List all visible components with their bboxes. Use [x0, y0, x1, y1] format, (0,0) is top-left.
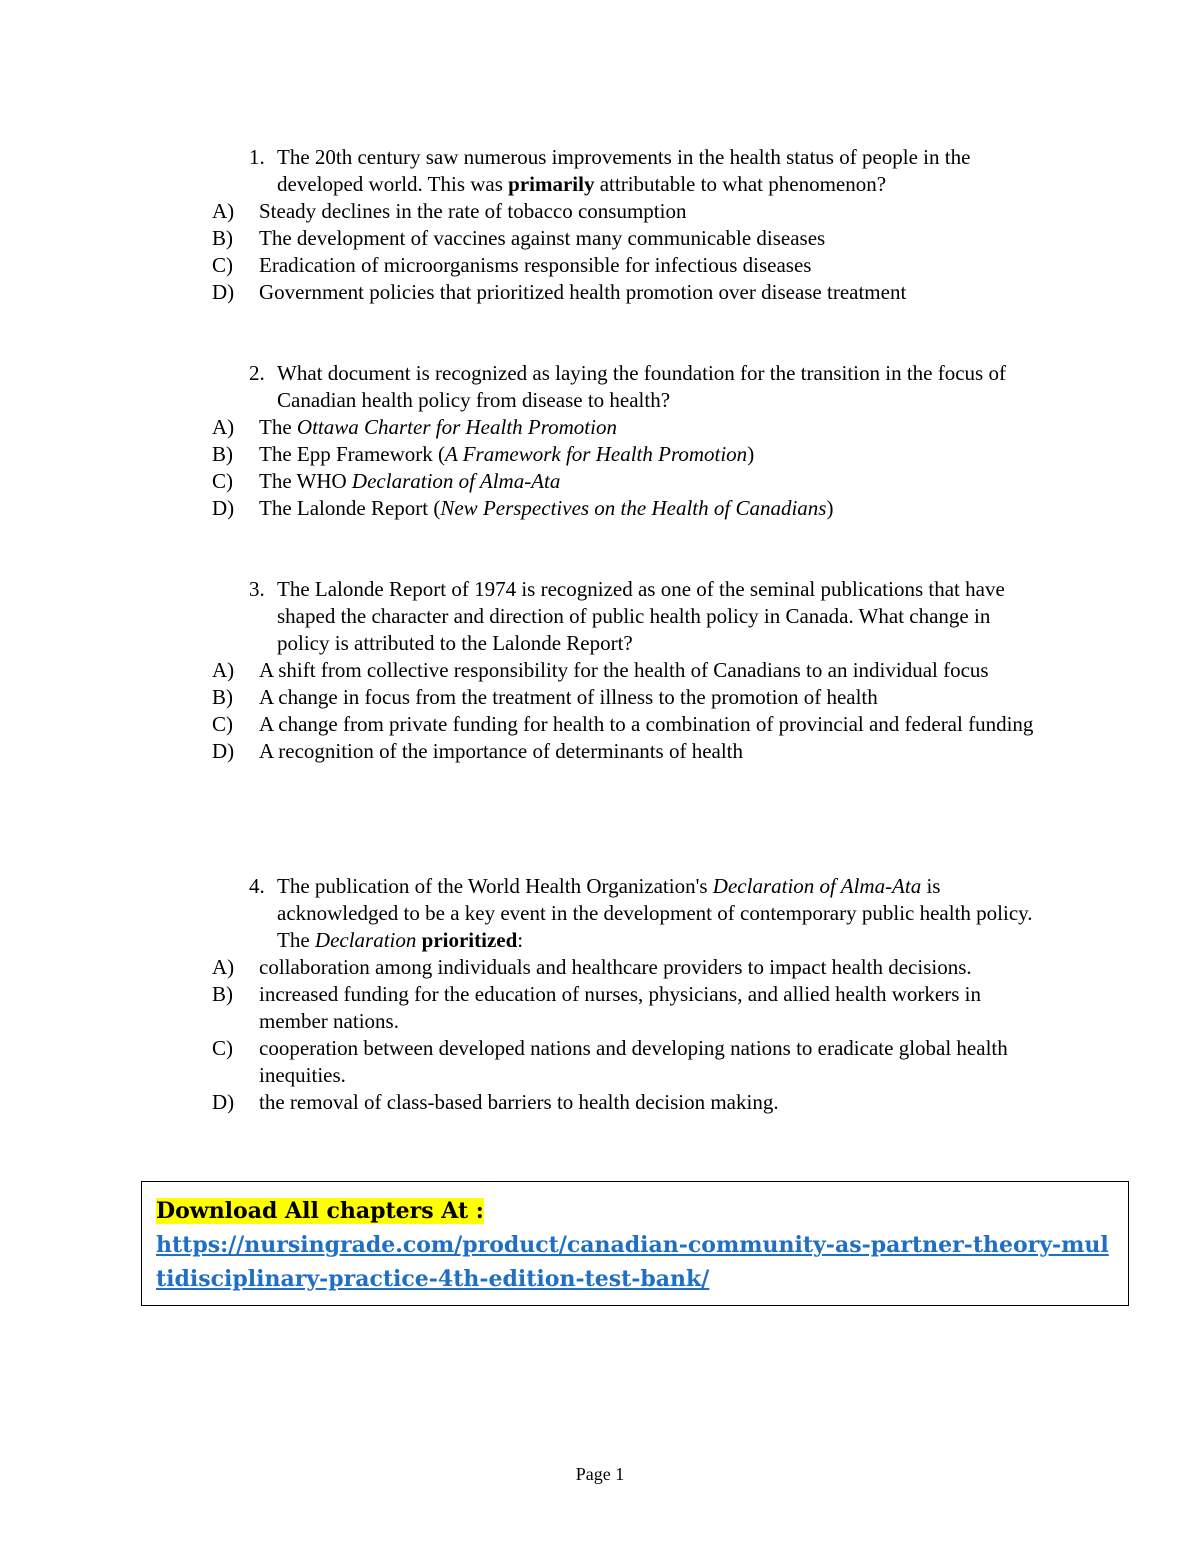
option-text: A change from private funding for health to a combination of provincial and federal funding — [259, 712, 1034, 736]
question-3 — [0, 576, 1200, 765]
option-text: The — [259, 415, 297, 439]
question-text: The publication of the World Health Organization's — [277, 874, 713, 898]
answer-option — [0, 468, 1049, 495]
option-text: Declaration of Alma-Ata — [351, 469, 561, 493]
question-text: The 20th century saw numerous improvements in the health status of people in the developed world. This was — [277, 145, 971, 196]
option-letter: D) — [212, 280, 235, 304]
option-letter: A) — [212, 199, 235, 223]
option-text: Steady declines in the rate of tobacco consumption — [259, 199, 687, 223]
question-2 — [0, 360, 1200, 522]
option-text: A Framework for Health Promotion — [445, 442, 748, 466]
option-text: The WHO — [259, 469, 352, 493]
option-text: Eradication of microorganisms responsible for infectious diseases — [259, 253, 812, 277]
answer-option — [0, 414, 1049, 441]
option-text: A recognition of the importance of determinants of health — [259, 739, 744, 763]
answer-option — [0, 252, 1049, 279]
option-text: A change in focus from the treatment of illness to the promotion of health — [259, 685, 878, 709]
page-footer — [0, 1461, 1200, 1488]
question-stem — [0, 360, 1037, 414]
question-stem — [0, 873, 1037, 954]
option-letter: D) — [212, 496, 235, 520]
answer-option — [0, 738, 1049, 765]
option-text: ) — [826, 496, 834, 520]
answer-option — [0, 225, 1049, 252]
option-letter: B) — [212, 442, 233, 466]
option-letter: B) — [212, 685, 233, 709]
option-text: Ottawa Charter for Health Promotion — [296, 415, 617, 439]
option-letter: C) — [212, 1036, 233, 1060]
option-letter: C) — [212, 253, 233, 277]
option-letter: C) — [212, 469, 233, 493]
answer-options — [0, 198, 1200, 306]
option-text: collaboration among individuals and healthcare providers to impact health decisions. — [259, 955, 972, 979]
option-letter: C) — [212, 712, 233, 736]
question-number: 4. — [249, 874, 265, 898]
option-text: The Lalonde Report ( — [259, 496, 441, 520]
question-text: Declaration — [314, 928, 417, 952]
download-label: Download All chapters At : — [156, 1198, 484, 1224]
answer-options — [0, 657, 1200, 765]
question-text: is acknowledged to be a key event in the development of contemporary public health policy. The — [277, 874, 1033, 952]
answer-option — [0, 981, 1049, 1035]
question-number: 3. — [249, 577, 265, 601]
question-text: : — [517, 928, 524, 952]
answer-option — [0, 684, 1049, 711]
question-number: 2. — [249, 361, 265, 385]
download-link[interactable]: https://nursingrade.com/product/canadian-community-as-partner-theory-multidisciplinary-practice-4th-edition-test-bank/ — [156, 1232, 1109, 1292]
answer-option — [0, 1035, 1049, 1089]
option-letter: A) — [212, 415, 235, 439]
question-number: 1. — [249, 145, 265, 169]
option-text: Government policies that prioritized health promotion over disease treatment — [259, 280, 907, 304]
question-text: The Lalonde Report of 1974 is recognized as one of the seminal publications that have shaped the character and direction of public health policy in Canada. What change in policy is attributed to the Lalonde Report? — [277, 577, 1005, 655]
answer-option — [0, 495, 1049, 522]
option-text: increased funding for the education of nurses, physicians, and allied health workers in member nations. — [259, 982, 981, 1033]
option-text: New Perspectives on the Health of Canadians — [440, 496, 827, 520]
answer-options — [0, 954, 1200, 1116]
page-number: Page 1 — [575, 1464, 625, 1484]
option-letter: B) — [212, 982, 233, 1006]
answer-option — [0, 954, 1049, 981]
question-text: prioritized — [421, 928, 518, 952]
question-1 — [0, 144, 1200, 306]
option-letter: A) — [212, 658, 235, 682]
option-text: ) — [747, 442, 755, 466]
answer-option — [0, 279, 1049, 306]
question-stem — [0, 576, 1037, 657]
question-text: primarily — [508, 172, 595, 196]
option-letter: A) — [212, 955, 235, 979]
question-stem — [0, 144, 1037, 198]
option-letter: D) — [212, 739, 235, 763]
option-text: The development of vaccines against many communicable diseases — [259, 226, 826, 250]
question-text: What document is recognized as laying the foundation for the transition in the focus of Canadian health policy from disease to health? — [277, 361, 1006, 412]
option-text: A shift from collective responsibility for the health of Canadians to an individual focus — [259, 658, 989, 682]
answer-option — [0, 198, 1049, 225]
answer-option — [0, 711, 1049, 738]
option-text: the removal of class-based barriers to health decision making. — [259, 1090, 779, 1114]
answer-option — [0, 657, 1049, 684]
question-text: attributable to what phenomenon? — [594, 172, 887, 196]
answer-option — [0, 1089, 1049, 1116]
option-text: The Epp Framework ( — [259, 442, 446, 466]
download-box — [141, 1181, 1129, 1306]
answer-option — [0, 441, 1049, 468]
option-text: cooperation between developed nations and developing nations to eradicate global health inequities. — [259, 1036, 1008, 1087]
answer-options — [0, 414, 1200, 522]
question-text: Declaration of Alma-Ata — [712, 874, 922, 898]
option-letter: B) — [212, 226, 233, 250]
question-4 — [0, 873, 1200, 1116]
option-letter: D) — [212, 1090, 235, 1114]
